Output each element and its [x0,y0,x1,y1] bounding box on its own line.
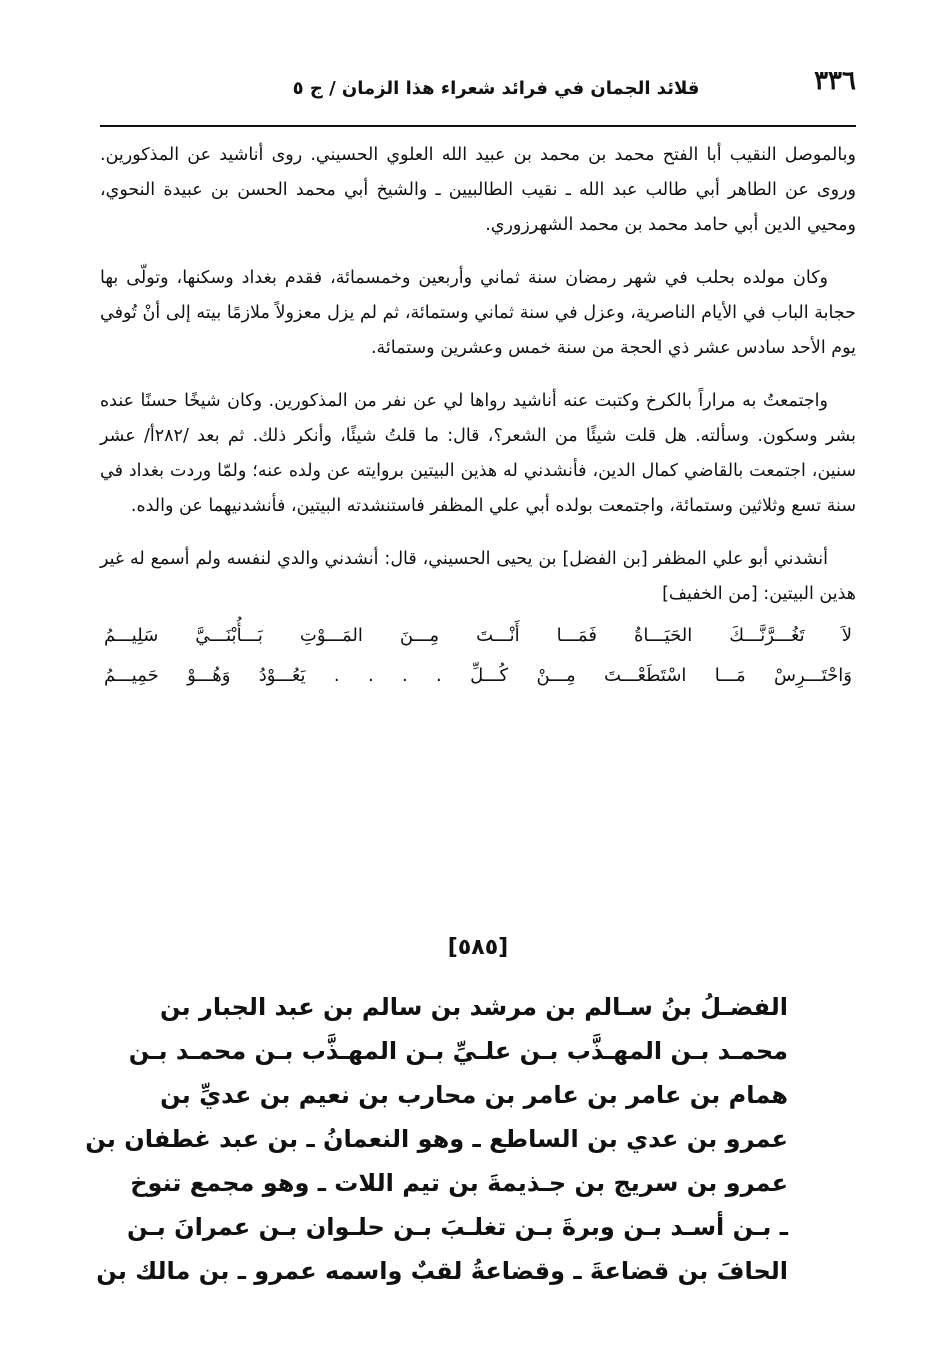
biography-entry [85,985,788,1293]
biography-line: محمـد بـن المهـذَّب بـن علـيِّ بـن المهـذَّب بـن محمـد بـن [128,1037,788,1065]
biography-line: الفضـلُ بنُ سـالم بن مرشد بن سالم بن عبد الجبار بن [160,993,788,1021]
paragraph-2: وكان مولده بحلب في شهر رمضان سنة ثماني وأربعين وخمسمائة، فقدم بغداد وسكنها، وتولّى بها حجابة الباب في الأيام الناصرية، وعزل في سنة ثماني وستمائة، ثم لم يزل معزولاً ملازمًا بيته إلى أنْ تُوفي يوم الأحد سادس عشر ذي الحجة من سنة خمس وعشرين وستمائة. [100,268,856,358]
running-title: قلائد الجمان في فرائد شعراء هذا الزمان / ج ٥ [292,78,700,99]
paragraph-4: أنشدني أبو علي المظفر [بن الفضل] بن يحيى الحسيني، قال: أنشدني والدي لنفسه ولم أسمع له غير هذين البيتين: [من الخفيف] [100,549,856,604]
biography-line: ـ بـن أسـد بـن وبرةَ بـن تغلـبَ بـن حلـوان بـن عمرانَ بـن [126,1213,788,1241]
paragraph-1: وبالموصل النقيب أبا الفتح محمد بن محمد بن عبيد الله العلوي الحسيني. روى أناشيد عن المذكورين. وروى عن الطاهر أبي طالب عبد الله ـ نقيب الطالبيين ـ والشيخ أبي محمد الحسن بن عبيدة النحوي، ومحيي الدين أبي حامد محمد بن محمد الشهرزوري. [100,145,856,235]
entry-number: [٥٨٥] [447,935,509,960]
biography-line: الحافَ بن قضاعةَ ـ وقضاعةُ لقبٌ واسمه عمرو ـ بن مالك بن [96,1257,788,1285]
verse-line-2: وَاحْتَـــرِسْ مَـــا اسْتَطَعْـــتَ مِـــنْ كُـــلِّ . . . . يَعُـــوْدُ وَهُـــوْ حَمِيـــمُ [104,665,852,686]
paragraph-3: واجتمعتُ به مراراً بالكرخ وكتبت عنه أناشيد رواها لي عن نفر من المذكورين. وكان شيخًا حسنًا عنده بشر وسكون. وسألته. هل قلت شيئًا من الشعر؟، قال: ما قلتُ شيئًا، وأنكر ذلك. ثم بعد /٢٨٢أ/ عشر سنين، اجتمعت بالقاضي كمال الدين، فأنشدني له هذين البيتين بروايته عن ولده عنه؛ ولمّا وردت بغداد في سنة تسع وثلاثين وستمائة، واجتمعت بولده أبي علي المظفر فاستنشدته البيتين، فأنشدنيهما عن والده. [100,391,857,516]
verse-line-1: لاَ تَغُـــرَّنَّـــكَ الحَيَـــاةُ فَمَـــا أَنْـــتَ مِـــنَ المَـــوْتِ بَـــأُبْنَـــيَّ سَلِيـــمُ [104,625,852,646]
main-text [100,138,856,696]
header-divider [100,125,856,127]
biography-line: عمرو بن سريج بن جـذيمةَ بن تيم اللات ـ وهو مجمع تنوخ [130,1169,788,1197]
biography-line: عمرو بن عدي بن الساطع ـ وهو النعمانُ ـ بن عبد غطفان بن [85,1125,788,1153]
page-number: ٣٣٦ [814,66,856,96]
page-header [100,62,856,120]
biography-line: همام بن عامر بن عامر بن محارب بن نعيم بن عديِّ بن [160,1081,788,1109]
